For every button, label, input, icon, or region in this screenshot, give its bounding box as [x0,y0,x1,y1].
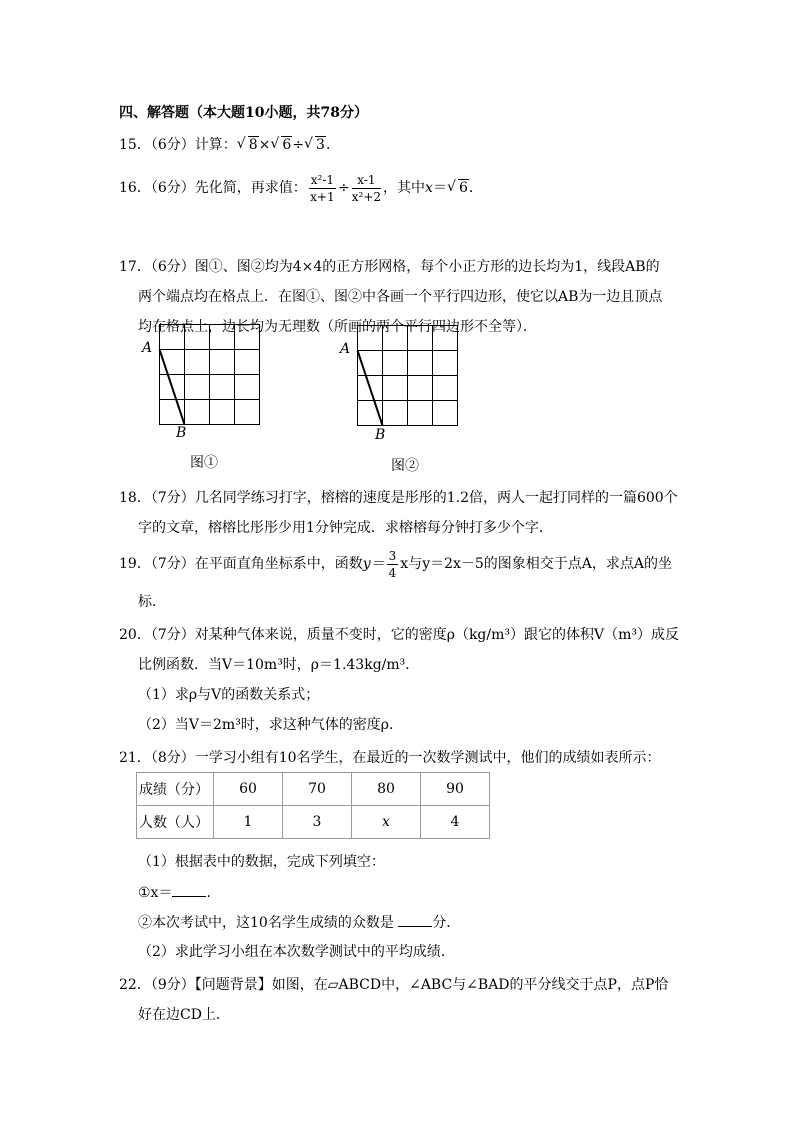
table-cell: 70 [283,773,352,806]
question-21-part-2: （2）求此学习小组在本次数学测试中的平均成绩． [138,944,455,960]
grid-figure-1 [140,320,270,450]
fig1-caption: 图① [190,455,218,471]
q15-sqrt-2: √ 6 [270,135,292,155]
section-heading: 四、解答题（本大题10小题，共78分） [119,105,368,121]
q19-fraction: $\frac{3}{4}$ [388,548,397,580]
question-21-part-1: （1）根据表中的数据，完成下列填空： [138,854,385,870]
table-cell: x [352,806,421,839]
score-table [136,772,490,839]
table-cell: 1 [214,806,283,839]
table-cell: 成绩（分） [137,773,214,806]
question-20-part-2: （2）当V＝2m³时，求这种气体的密度ρ． [138,717,404,733]
question-19-line-2: 标． [138,594,166,610]
question-18-line-1: 18．（7分）几名同学练习打字，榕榕的速度是彤彤的1.2倍，两人一起打同样的一篇600个 [119,490,678,506]
question-22-line-2: 好在边CD上． [138,1007,230,1023]
grid-lines-1 [160,325,260,425]
question-21-item-2: ②本次考试中，这10名学生成绩的众数是 分． [138,912,460,933]
question-16: 16．（6分）先化简，再求值： $\frac{\text{x²-1}}{x+1}$ ÷ $\frac{x-1}{\text{x²+2}}$ ，其中x＝√ 6． [119,170,483,206]
segment-ab-1 [160,350,185,425]
question-17-line-1: 17．（6分）图①、图②均为4×4的正方形网格，每个小正方形的边长均为1，线段AB的 [119,259,660,275]
question-20-part-1: （1）求ρ与V的函数关系式； [138,687,320,703]
q16-fraction-2: $\frac{x-1}{\text{x²+2}}$ [351,172,382,204]
table-cell: 90 [421,773,490,806]
answer-blank-1 [172,882,206,897]
question-21-item-1: ①x＝ ． [138,882,220,903]
question-17-line-3: 均在格点上，边长均为无理数（所画的两个平行四边形不全等）． [138,319,537,335]
grid-lines-2 [358,326,458,426]
q15-prefix: 15．（6分）计算： [119,137,237,153]
question-22-line-1: 22．（9分）【问题背景】如图，在▱ABCD中，∠ABC与∠BAD的平分线交于点P，点P恰 [119,977,669,993]
fig1-label-b: B [176,425,187,441]
fig2-label-b: B [375,427,386,443]
q16-sqrt: √ 6 [447,170,469,206]
segment-ab-2 [358,351,383,426]
table-cell: 3 [283,806,352,839]
table-cell: 人数（人） [137,806,214,839]
q16-fraction-1: $\frac{\text{x²-1}}{x+1}$ [310,172,335,204]
fig1-label-a: A [142,340,153,356]
table-cell: 60 [214,773,283,806]
table-row [137,806,490,839]
question-21-line-1: 21．（8分）一学习小组有10名学生，在最近的一次数学测试中，他们的成绩如表所示： [119,750,661,766]
table-cell: 4 [421,806,490,839]
question-19-line-1: 19．（7分）在平面直角坐标系中，函数y＝ $\frac{3}{4}$ x与y＝2x－5的图象相交于点A，求点A的坐 [119,548,673,580]
grid-figure-2 [338,320,468,450]
question-20-line-1: 20．（7分）对某种气体来说，质量不变时，它的密度ρ（kg/m³）跟它的体积V（m³）成反 [119,627,679,643]
answer-blank-2 [398,912,432,927]
question-20-line-2: 比例函数．当V＝10m³时，ρ＝1.43kg/m³． [138,657,420,673]
fig2-caption: 图② [391,458,419,474]
table-row [137,773,490,806]
q15-sqrt-3: √ 3 [304,135,326,155]
question-17-line-2: 两个端点均在格点上．在图①、图②中各画一个平行四边形，使它以AB为一边且顶点 [138,289,663,305]
fig2-label-a: A [340,341,351,357]
question-18-line-2: 字的文章，榕榕比彤彤少用1分钟完成．求榕榕每分钟打多少个字． [138,520,553,536]
question-15: 15．（6分）计算：√ 8×√ 6÷√ 3． [119,135,340,155]
table-cell: 80 [352,773,421,806]
q15-sqrt-1: √ 8 [237,135,259,155]
